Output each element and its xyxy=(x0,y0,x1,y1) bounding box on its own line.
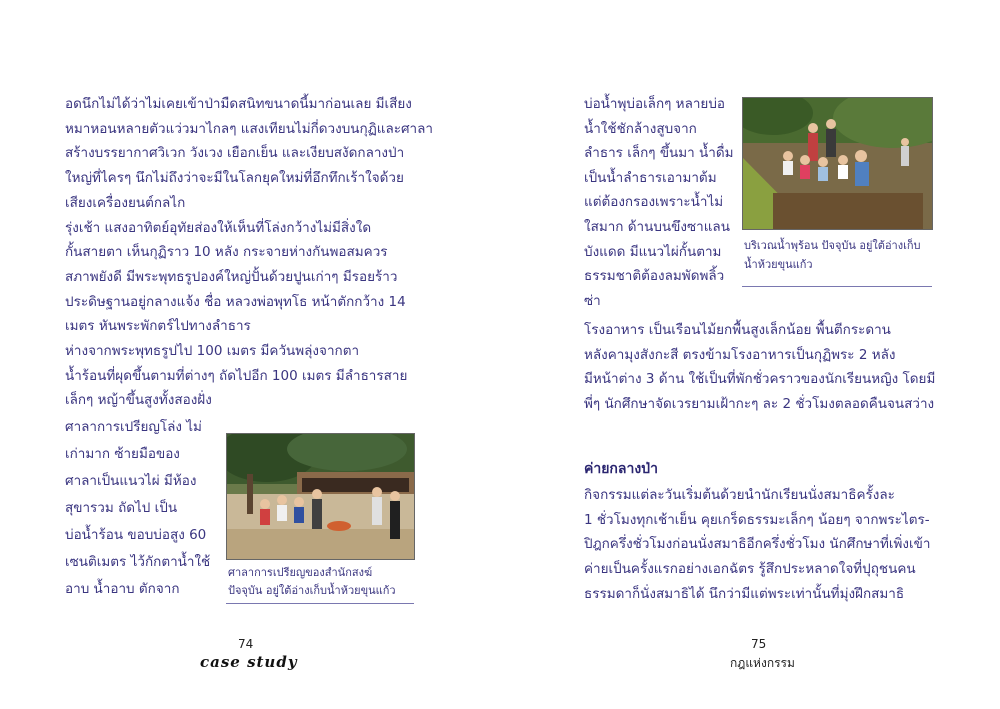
text-line: ห่างจากพระพุทธรูปไป 100 เมตร มีควันพลุ่งจากตา xyxy=(65,343,360,359)
text-line: ซ่า xyxy=(584,292,601,309)
text-line: ค่ายเป็นครั้งแรกอย่างเอกฉัตร รู้สึกประหลาดใจที่ปุถุชนคน xyxy=(584,561,916,578)
hot-spring-photo-image xyxy=(743,98,932,229)
footer-title: case study xyxy=(200,653,298,671)
right-page xyxy=(500,0,1000,709)
text-line: มีหน้าต่าง 3 ด้าน ใช้เป็นที่พักชั่วคราวของนักเรียนหญิง โดยมี xyxy=(584,371,936,388)
text-line: ปิฎกครึ่งชั่วโมงก่อนนั่งสมาธิอีกครึ่งชั่วโมง นักศึกษาที่เพิ่งเข้า xyxy=(584,536,931,553)
sala-photo xyxy=(226,433,415,560)
text-line: บ่อน้ำร้อน ขอบบ่อสูง 60 xyxy=(65,527,207,543)
text-line: หมาหอนหลายตัวแว่วมาไกลๆ แสงเทียนไม่กี่ดวงบนกุฏิและศาลา xyxy=(65,120,433,137)
caption-divider xyxy=(226,603,414,604)
text-line: บ่อน้ำพุบ่อเล็กๆ หลายบ่อ xyxy=(584,96,726,112)
page-number: 75 xyxy=(751,637,767,651)
text-line: ประดิษฐานอยู่กลางแจ้ง ชื่อ หลวงพ่อพุทโธ หน้าตักกว้าง 14 xyxy=(65,293,406,310)
text-line: ศาลาการเปรียญโล่ง ไม่ xyxy=(65,419,202,435)
text-line: ลำธาร เล็กๆ ขึ้นมา น้ำดื่ม xyxy=(584,145,734,162)
text-line: บริเวณน้ำพุร้อน ปัจจุบัน อยู่ใต้อ่างเก็บ xyxy=(744,239,921,252)
text-line: เก่ามาก ซ้ายมือของ xyxy=(65,446,180,462)
text-line: พี่ๆ นักศึกษาจัดเวรยามเฝ้ากะๆ ละ 2 ชั่วโมงตลอดคืนจนสว่าง xyxy=(584,396,935,413)
caption-divider xyxy=(742,286,932,287)
text-line: อาบ น้ำอาบ ตักจาก xyxy=(65,581,180,597)
text-line: บังแดด มีแนวไผ่กั้นตาม xyxy=(584,243,722,260)
text-line: เสียงเครื่องยนต์กลไก xyxy=(65,194,186,211)
text-line: 1 ชั่วโมงทุกเช้าเย็น คุยเกร็ดธรรมะเล็กๆ น้อยๆ จากพระไตร- xyxy=(584,511,930,528)
text-line: ศาลาเป็นแนวไผ่ มีห้อง xyxy=(65,473,197,489)
footer-title: กฎแห่งกรรม xyxy=(730,656,795,670)
text-line: น้ำห้วยขุนแก้ว xyxy=(744,258,813,271)
text-line: เล็กๆ หญ้าขึ้นสูงทั้งสองฝั่ง xyxy=(65,392,212,408)
text-line: อดนึกไม่ได้ว่าไม่เคยเข้าป่ามืดสนิทขนาดนี้มาก่อนเลย มีเสียง xyxy=(65,96,412,112)
text-line: ปัจจุบัน อยู่ใต้อ่างเก็บน้ำห้วยขุนแก้ว xyxy=(228,584,396,597)
text-line: เซนติเมตร ไว้กักตาน้ำใช้ xyxy=(65,554,211,570)
text-line: โรงอาหาร เป็นเรือนไม้ยกพื้นสูงเล็กน้อย พื้นตีกระดาน xyxy=(584,322,891,338)
section-heading: ค่ายกลางป่า xyxy=(584,461,658,477)
text-line: สุขารวม ถัดไป เป็น xyxy=(65,500,178,516)
text-line: รุ่งเช้า แสงอาทิตย์อุทัยส่องให้เห็นที่โล่งกว้างไม่มีสิ่งใด xyxy=(65,219,372,236)
hot-spring-photo xyxy=(742,97,933,230)
text-line: แต่ต้องกรองเพราะน้ำไม่ xyxy=(584,194,724,211)
text-line: ศาลาการเปรียญของสำนักสงฆ์ xyxy=(228,566,373,579)
text-line: สร้างบรรยากาศวิเวก วังเวง เยือกเย็น และเงียบสงัดกลางป่า xyxy=(65,145,405,162)
page-number: 74 xyxy=(238,637,254,651)
sala-photo-image xyxy=(227,434,414,559)
text-line: เมตร หันพระพักตร์ไปทางลำธาร xyxy=(65,318,251,335)
text-line: กั้นสายตา เห็นกุฏิราว 10 หลัง กระจายห่างกันพอสมควร xyxy=(65,244,388,261)
text-line: สภาพยังดี มีพระพุทธรูปองค์ใหญ่ปั้นด้วยปูนเก่าๆ มีรอยร้าว xyxy=(65,268,398,285)
text-line: ธรรมดาก็นั่งสมาธิได้ นึกว่ามีแต่พระเท่านั้นที่มุ่งฝึกสมาธิ xyxy=(584,585,905,602)
text-line: ใหญ่ที่ไครๆ นึกไม่ถึงว่าจะมีในโลกยุคใหม่ที่อึกทึกเร้าใจด้วย xyxy=(65,170,404,187)
text-line: เป็นน้ำลำธารเอามาต้ม xyxy=(584,169,717,186)
text-line: น้ำร้อนที่ผุดขึ้นตามที่ต่างๆ ถัดไปอีก 100 เมตร มีลำธารสาย xyxy=(65,367,408,384)
text-line: น้ำใช้ชักล้างสูบจาก xyxy=(584,120,697,137)
text-line: หลังคามุงสังกะสี ตรงข้ามโรงอาหารเป็นกุฏิพระ 2 หลัง xyxy=(584,346,896,363)
text-line: ธรรมชาติต้องลมพัดพลิ้ว xyxy=(584,268,725,285)
text-line: กิจกรรมแต่ละวันเริ่มต้นด้วยนำนักเรียนนั่งสมาธิครั้งละ xyxy=(584,487,895,503)
text-line: ใสมาก ด้านบนขึงซาแลน xyxy=(584,219,730,235)
